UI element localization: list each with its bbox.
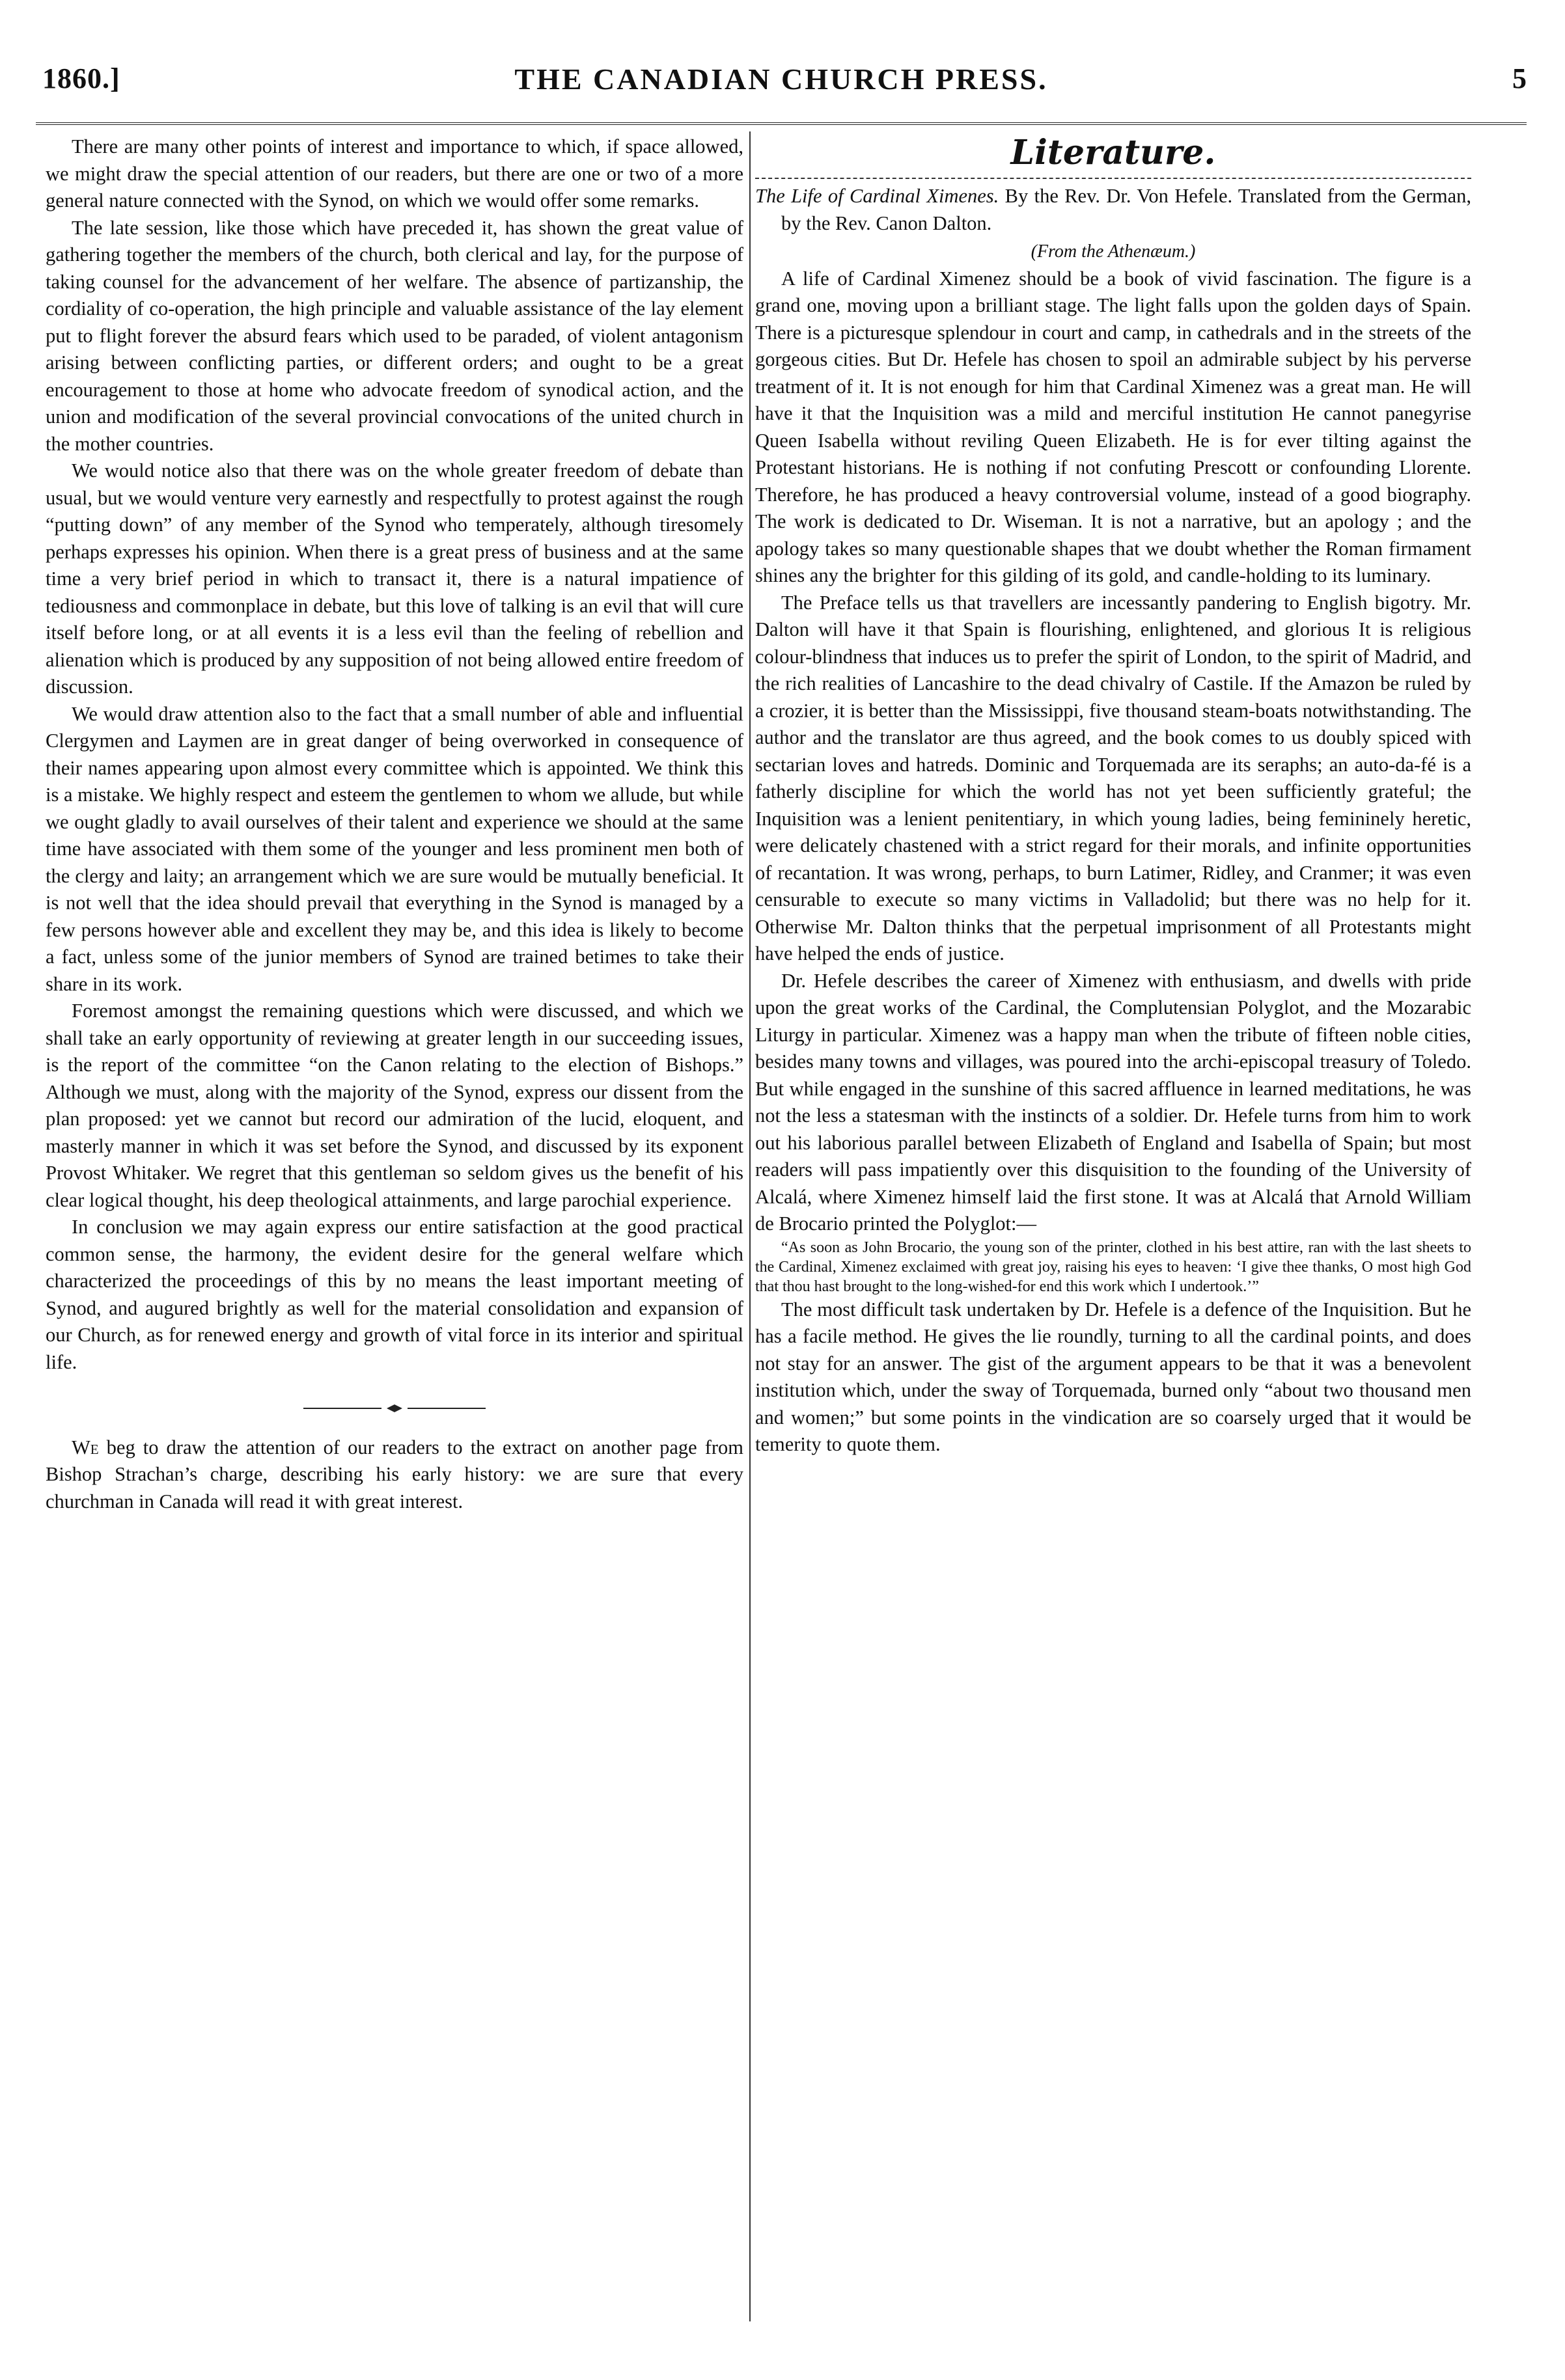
review-paragraph: The most difficult task undertaken by Dr. Hefele is a defence of the Inquisition. But he has a facile method. He gives the lie roundly, turning to all the cardinal points, and does not stay for an answer. The gist of the argument appears to be that it was a benevolent institution which, under the sway of Torquemada, burned only “about two thousand men and women;” but some points in the vindication are so coarsely urged that it would be temerity to quote them. xyxy=(755,1298,1471,1455)
polyglot-quote: “As soon as John Brocario, the young son of the printer, clothed in his best attire, ran with the last sheets to the Cardinal, Ximenez exclaimed with great joy, raising his eyes to heaven: ‘I give thee thanks, O most high God that thou hast brought to the long-wished-for end this work which I undertook.’” xyxy=(755,1238,1471,1295)
review-title: The Life of Cardinal Ximenes. xyxy=(755,185,999,207)
masthead-title: THE CANADIAN CHURCH PRESS. xyxy=(514,62,1048,96)
column-divider xyxy=(749,131,751,2321)
section-rule xyxy=(755,178,1471,179)
header-rule xyxy=(36,122,1527,125)
review-paragraph: A life of Cardinal Ximenez should be a book of vivid fascination. The figure is a grand one, moving upon a brilliant stage. The light falls upon the golden days of Spain. There is a picturesque splendour in court and camp, in cathedrals and in the streets of the gorgeous cities. But Dr. Hefele has chosen to spoil an admirable subject by his perverse treatment of it. It is not enough for him that Cardinal Ximenez was a great man. He will have it that the Inquisition was a mild and merciful institution He cannot panegyrise Queen Isabella without reviling Queen Elizabeth. He is for ever tilting against the Protestant historians. He is nothing if not confuting Prescott or confounding Llorente. Therefore, he has produced a heavy controversial volume, instead of a good biography. The work is dedicated to Dr. Wiseman. It is not a narrative, but an apology ; and the apology takes so many questionable shapes that we doubt whether the Roman firmament shines any the brighter for this gilding of its gold, and candle-holding to its luminary. xyxy=(755,267,1471,586)
notice-paragraph xyxy=(46,1434,743,1516)
review-paragraph: Dr. Hefele describes the career of Ximenez with enthusiasm, and dwells with pride upon the great works of the Cardinal, the Complutensian Polyglot, and the Mozarabic Liturgy in particular. Ximenez was a happy man when the tribute of fifteen noble cities, besides many towns and villages, was poured into the archi-episcopal treasury of Toledo. But while engaged in the sunshine of this sacred affluence in learned meditations, he was not the less a statesman with the instincts of a soldier. Dr. Hefele turns from him to work out his laborious parallel between Elizabeth of England and Isabella of Spain; but most readers will pass impatiently over this disquisition to the founding of the University of Alcalá, where Ximenez himself laid the first stone. It was at Alcalá that Arnold William de Brocario printed the Polyglot:— xyxy=(755,969,1471,1235)
notice-lead: We xyxy=(72,1436,99,1458)
right-column xyxy=(755,133,1471,1458)
literature-section-title: Literature. xyxy=(1010,133,1216,172)
page-header xyxy=(36,62,1527,101)
article-paragraph: There are many other points of interest and importance to which, if space allowed, we might draw the special attention of our readers, but there are one or two of a more general nature connected with the Synod, on which we would offer some remarks. xyxy=(46,135,743,212)
review-source: (From the Athenæum.) xyxy=(1031,241,1196,262)
page-number: 5 xyxy=(1512,62,1527,94)
review-byline: By the Rev. Dr. Von Hefele. Translated from the German, by the Rev. Canon Dalton. xyxy=(781,185,1471,234)
article-paragraph: We would draw attention also to the fact that a small number of able and influential Clergymen and Laymen are in great danger of being overworked in consequence of their names appearing upon almost every committee which is appointed. We think this is a mistake. We highly respect and esteem the gentlemen to whom we allude, but while we ought gladly to avail ourselves of their talent and experience we should at the same time have associated with them some of the younger and less prominent men both of the clergy and laity; an arrangement which we are sure would be mutually beneficial. It is not well that the idea should prevail that everything in the Synod is managed by a few persons however able and excellent they may be, and this idea is likely to become a fact, unless some of the junior members of Synod are trained betimes to take their share in its work. xyxy=(46,702,743,995)
review-heading xyxy=(755,183,1471,237)
section-separator-ornament xyxy=(46,1394,743,1421)
header-year: 1860.] xyxy=(42,62,120,94)
notice-text: beg to draw the attention of our readers to the extract on another page from Bishop Strachan’s charge, describing his early history: we are sure that every churchman in Canada will read it with great interest. xyxy=(46,1436,743,1512)
article-paragraph: The late session, like those which have preceded it, has shown the great value of gathering together the members of the church, both clerical and lay, for the purpose of taking counsel for the advancement of her welfare. The absence of partizanship, the cordiality of co-operation, the high principle and valuable assistance of the lay element put to flight forever the absurd fears which used to be paraded, of violent antagonism arising between conflicting parties, or different orders; and ought to be a great encouragement to those at home who advocate freedom of synodical action, and the union and modification of the several provincial convocations of the united church in the mother countries. xyxy=(46,216,743,455)
left-column xyxy=(46,133,743,1515)
article-paragraph: In conclusion we may again express our entire satisfaction at the good practical common sense, the harmony, the evident desire for the general welfare which characterized the proceedings of this by no means the least important meeting of Synod, and augured brightly as well for the material consolidation and expansion of our Church, as for renewed energy and growth of vital force in its interior and spiritual life. xyxy=(46,1216,743,1373)
review-paragraph: The Preface tells us that travellers are incessantly pandering to English bigotry. Mr. Dalton will have it that Spain is flourishing, enlightened, and glorious It is religious colour-blindness that induces us to prefer the spirit of London, to the spirit of Madrid, and the rich realities of Lancashire to the dead chivalry of Castile. If the Amazon be ruled by a crozier, it is better than the Mississippi, five thousand steam-boats notwithstanding. The author and the translator are thus agreed, and the book comes to us doubly spiced with sectarian loves and hatreds. Dominic and Torquemada are its seraphs; an auto-da-fé is a fatherly discipline for which the world has not yet been sufficiently grateful; the Inquisition was a lenient penitentiary, in which young ladies, being femininely heretic, were delicately chastened with a strict regard for their morals, and infinite opportunities of recantation. It was wrong, perhaps, to burn Latimer, Ridley, and Cranmer; it was even censurable to execute so many victims in Valladolid; but there was no help for it. Otherwise Mr. Dalton thinks that the perpetual imprisonment of all Protestants might have helped the ends of justice. xyxy=(755,591,1471,964)
article-paragraph: Foremost amongst the remaining questions which were discussed, and which we shall take an early opportunity of reviewing at greater length in our succeeding issues, is the report of the committee “on the Canon relating to the election of Bishops.” Although we must, along with the majority of the Synod, express our dissent from the plan proposed: yet we cannot but record our admiration of the lucid, eloquent, and masterly manner in which it was set before the Synod, and discussed by its exponent Provost Whitaker. We regret that this gentleman so seldom gives us the benefit of his clear logical thought, his deep theological attainments, and large parochial experience. xyxy=(46,1000,743,1211)
article-paragraph: We would notice also that there was on the whole greater freedom of debate than usual, but we would venture very earnestly and respectfully to protest against the rough “putting down” of any member of the Synod who temperately, although tiresomely perhaps expresses his opinion. When there is a great press of business and at the same time a very brief period in which to transact it, there is a natural impatience of tediousness and commonplace in debate, but this love of talking is an evil that will cure itself before long, or at all events it is a less evil than the feeling of rebellion and alienation which is produced by any supposition of not being allowed entire freedom of discussion. xyxy=(46,459,743,698)
